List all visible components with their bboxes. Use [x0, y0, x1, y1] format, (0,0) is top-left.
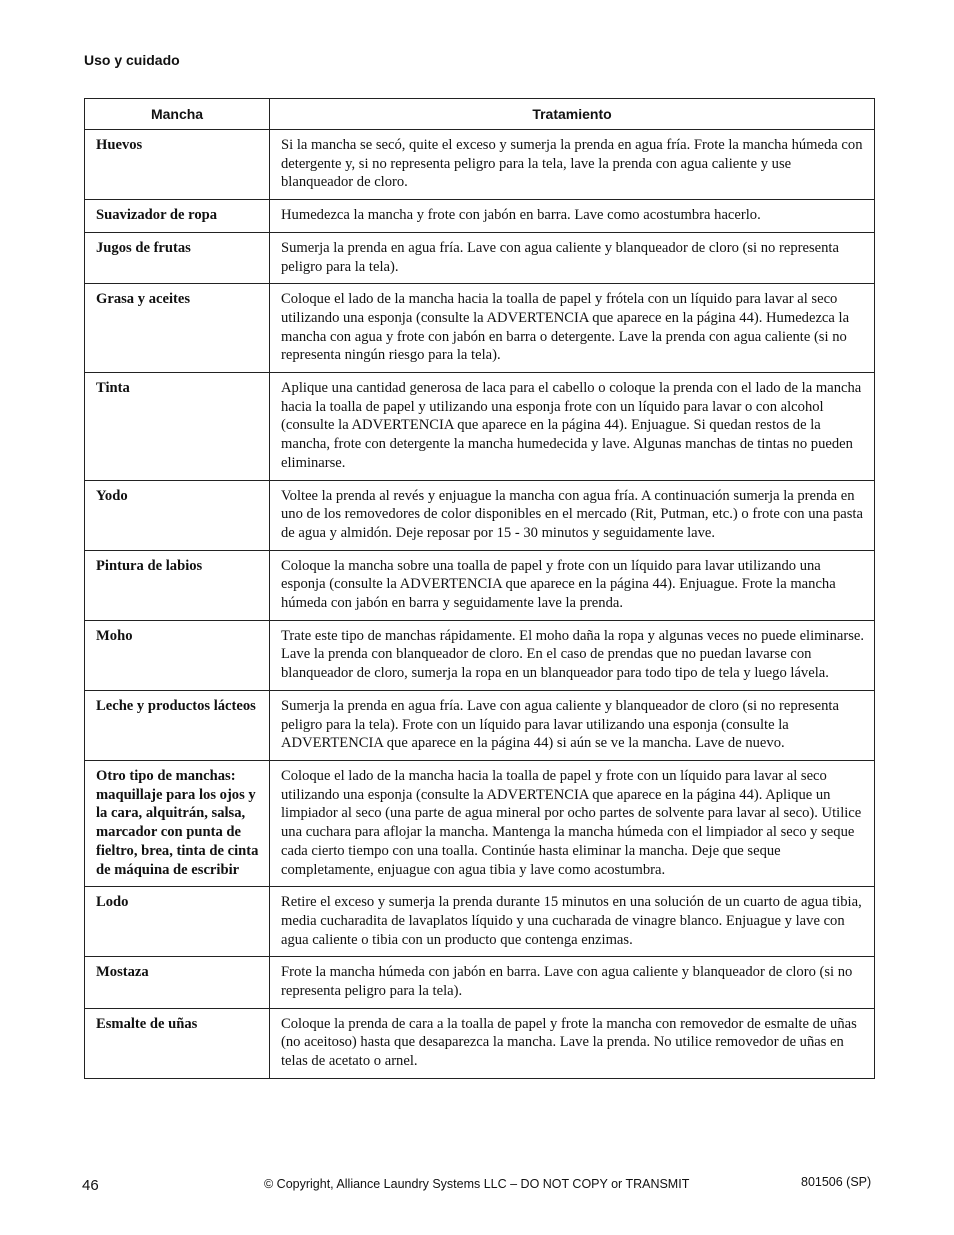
stain-cell: Otro tipo de manchas: maquillaje para los ojos y la cara, alquitrán, salsa, marcador con punta de fieltro, brea, tinta de cinta de máquina de escribir — [85, 760, 270, 886]
table-header-row — [85, 99, 875, 130]
stain-cell: Pintura de labios — [85, 550, 270, 620]
table-row — [85, 690, 875, 760]
column-header-stain: Mancha — [85, 99, 270, 130]
treatment-cell: Humedezca la mancha y frote con jabón en barra. Lave como acostumbra hacerlo. — [270, 200, 875, 233]
stain-cell: Tinta — [85, 373, 270, 481]
stain-treatment-table — [84, 98, 875, 1079]
table-row — [85, 550, 875, 620]
column-header-treatment: Tratamiento — [270, 99, 875, 130]
section-title: Uso y cuidado — [84, 52, 180, 68]
treatment-cell: Coloque el lado de la mancha hacia la toalla de papel y frótela con un líquido para lavar al seco utilizando una esponja (consulte la ADVERTENCIA que aparece en la página 44). Humedezca la mancha con agua y frote con jabón en barra o detergente. Lave la prenda con agua caliente (si no representa ningún riesgo para la tela). — [270, 284, 875, 373]
treatment-cell: Coloque la prenda de cara a la toalla de papel y frote la mancha con removedor de esmalte de uñas (no aceitoso) hasta que desaparezca la mancha. Lave la prenda. No utilice removedor de uñas en telas de acetato o arnel. — [270, 1008, 875, 1078]
treatment-cell: Sumerja la prenda en agua fría. Lave con agua caliente y blanqueador de cloro (si no representa peligro para la tela). Frote con un líquido para lavar utilizando una esponja (consulte la ADVERTENCIA que aparece en la página 44) si aún se ve la mancha. Lave de nuevo. — [270, 690, 875, 760]
table-row — [85, 284, 875, 373]
treatment-cell: Si la mancha se secó, quite el exceso y sumerja la prenda en agua fría. Frote la mancha húmeda con detergente y, si no representa peligro para la tela, lave la prenda con agua caliente y use blanqueador de cloro. — [270, 130, 875, 200]
treatment-cell: Frote la mancha húmeda con jabón en barra. Lave con agua caliente y blanqueador de cloro (si no representa peligro para la tela). — [270, 957, 875, 1008]
table-row — [85, 200, 875, 233]
treatment-cell: Sumerja la prenda en agua fría. Lave con agua caliente y blanqueador de cloro (si no representa peligro para la tela). — [270, 232, 875, 283]
treatment-cell: Coloque el lado de la mancha hacia la toalla de papel y frote con un líquido para lavar al seco utilizando una esponja (consulte la ADVERTENCIA que aparece en la página 44). Aplique un limpiador al seco (una parte de agua mineral por ocho partes de solvente para lavar al seco). Utilice una cuchara para aflojar la mancha. Mantenga la mancha húmeda con el limpiador al seco y seque cada cierto tiempo con una toalla. Continúe hasta eliminar la mancha. Deje que seque completamente, enjuague con agua tibia y lave como acostumbra. — [270, 760, 875, 886]
stain-cell: Moho — [85, 620, 270, 690]
table-row — [85, 620, 875, 690]
page-number: 46 — [82, 1177, 99, 1194]
treatment-cell: Voltee la prenda al revés y enjuague la mancha con agua fría. A continuación sumerja la prenda en uno de los removedores de color disponibles en el mercado (Rit, Putman, etc.) o frote con una pasta de agua y almidón. Deje reposar por 15 - 30 minutos y seguidamente lave. — [270, 480, 875, 550]
table-row — [85, 480, 875, 550]
stain-cell: Leche y productos lácteos — [85, 690, 270, 760]
stain-cell: Grasa y aceites — [85, 284, 270, 373]
treatment-cell: Aplique una cantidad generosa de laca para el cabello o coloque la prenda con el lado de la mancha hacia la toalla de papel y utilizando una esponja frote con un líquido para lavar o con alcohol (consulte la ADVERTENCIA que aparece en la página 44). Enjuague. Si quedan restos de la mancha, frote con detergente la mancha humedecida y lave. Algunas manchas de tintas no pueden eliminarse. — [270, 373, 875, 481]
table-row — [85, 957, 875, 1008]
stain-cell: Suavizador de ropa — [85, 200, 270, 233]
table-row — [85, 760, 875, 886]
stain-cell: Esmalte de uñas — [85, 1008, 270, 1078]
stain-cell: Lodo — [85, 887, 270, 957]
stain-cell: Huevos — [85, 130, 270, 200]
stain-cell: Yodo — [85, 480, 270, 550]
table-row — [85, 232, 875, 283]
copyright-notice: © Copyright, Alliance Laundry Systems LLC – DO NOT COPY or TRANSMIT — [264, 1177, 690, 1191]
table-row — [85, 887, 875, 957]
stain-cell: Mostaza — [85, 957, 270, 1008]
stain-cell: Jugos de frutas — [85, 232, 270, 283]
treatment-cell: Coloque la mancha sobre una toalla de papel y frote con un líquido para lavar utilizando una esponja (consulte la ADVERTENCIA que aparece en la página 44). Enjuague. Frote la mancha húmeda con jabón en barra y seguidamente lave la prenda. — [270, 550, 875, 620]
treatment-cell: Trate este tipo de manchas rápidamente. El moho daña la ropa y algunas veces no puede eliminarse. Lave la prenda con blanqueador de cloro. En el caso de prendas que no puedan lavarse con blanqueador de cloro, sumerja la ropa en un blanqueador para todo tipo de tela y luego lávela. — [270, 620, 875, 690]
table-row — [85, 1008, 875, 1078]
treatment-cell: Retire el exceso y sumerja la prenda durante 15 minutos en una solución de un cuarto de agua tibia, media cucharadita de lavaplatos líquido y una cucharada de vinagre blanco. Enjuague y lave con agua caliente o tibia con un producto que contenga enzimas. — [270, 887, 875, 957]
table-row — [85, 130, 875, 200]
document-number: 801506 (SP) — [801, 1175, 872, 1189]
table-row — [85, 373, 875, 481]
